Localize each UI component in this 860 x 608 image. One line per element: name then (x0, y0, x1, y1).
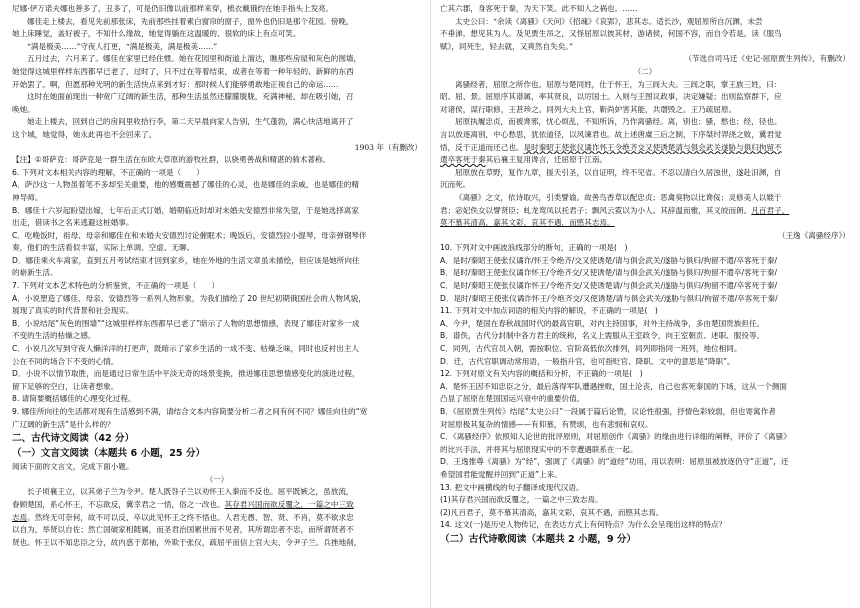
question-13: 13. 把文中画横线的句子翻译成现代汉语。 (440, 482, 584, 492)
option-text: 留下足够的空白，让读者想象。 (12, 381, 119, 391)
option-text: A．楚怀王因不知忠臣之分，最后落得军队遭遇挫败，国土沦丧，自己也客死秦国的下场，这从一个侧面 (440, 381, 787, 391)
underlined-sentence: 其存君兴国而欲反覆之，一篇之中三致 (224, 499, 354, 509)
classical-text: 亡其六郡，身客死于秦，为天下笑。此不知人之祸也。…… (440, 4, 638, 13)
question-11: 11. 下列对文中加点词语的相关内容的解说，不正确的一项是( ) (440, 306, 658, 316)
option-text: D．小说不以情节取胜，而是通过日常生活中平淡无奇的场景变换，推进娜佳思想情感变化的演进过程， (12, 369, 360, 379)
question-9: 广辽阔的新生活”是什么样的？ (12, 419, 115, 429)
classical-text-span: 。然终无可奈何，故不可以反，卒以此见怀王之终不悟也。人君无愚、智、贤、不肖，莫不欲求忠 (27, 512, 354, 522)
story-text: 五月过去，六月来了。娜佳在家里已经住惯。她在花园里和街道上溜达，瞧那些房屋和灰色的围墙， (27, 54, 362, 64)
translation-item: (1)其存君兴国而欲反覆之，一篇之中三致志焉。 (440, 495, 603, 505)
classical-text (440, 154, 850, 167)
underlined-sentence: 凡百君子， (751, 205, 790, 215)
option-text: C．是时/秦昭王使张仪谲诈怀王/令绝齐交/又使诱楚请/与俱会武关/遂胁与俱归/拘留不遣/卒客死于秦/ (440, 281, 778, 291)
classical-text: 贤也。怀王以不知忠臣之分，故内惑于郑袖，外欺于张仪，疏屈平而信上官大夫、令尹子兰。兵挫地削， (12, 537, 362, 547)
question-12: 12. 下列对原文有关内容的概括和分析，不正确的一项是( ) (440, 369, 643, 379)
section-heading: 二、古代诗文阅读（42 分） (12, 433, 135, 445)
option-text: 奏，他们的生活看似丰富，实际上单调、空虚、无聊。 (12, 243, 195, 253)
option-text: C．小说几次写到守夜人懒洋洋的打更声，既暗示了家乡生活的一成不变、枯燥乏味，同时也反衬出主人 (12, 344, 360, 354)
classical-text-span: 其后襄王复用谗言，迁屈原于江南。 (485, 155, 608, 165)
option-text: 不变的生活的枯燥之感。 (12, 331, 96, 341)
option-text: 公在不同的场合下不变的心情。 (12, 356, 119, 366)
column-divider (430, 0, 431, 608)
option-text: B．《屈原贾生列传》结尾“太史公曰”一段属于篇后论赞，议论性很强，抒情色彩较弱，但也寄寓作者 (440, 407, 776, 416)
classical-text: 赋》，同死生，轻去就，又爽然自失矣。” (440, 41, 573, 51)
translation-item: (2)凡百君子，莫不慕其清高，嘉其文彩，哀其不遇，而愍其志焉。 (440, 507, 664, 517)
option-text: 对屈原极其复杂的情感——有仰慕，有赞颂，也有悲悯和哀叹。 (440, 419, 653, 429)
wavy-underlined-sentence: 是时秦昭王使张仪谲诈怀王令绝齐交又使诱楚请与俱会武关遂胁与俱归拘留不 (523, 142, 782, 152)
option-text: 凸显了屈原在楚国国运兴衰中的重要价值。 (440, 394, 585, 404)
passage-label: （一） (205, 474, 229, 484)
classical-text-span: 君；宓妃佚女以譬贤臣；虬龙鸾凤以托君子；飘风云霓以为小人。其辞温而雅，其义皎而朗。 (440, 205, 752, 215)
option-text: B．小说结尾“灰色的围墙”“这城里样样东西都早已老了”暗示了人物的思想情感，表现了娜佳对家乡一成 (12, 318, 360, 328)
option-text: D．王逸推尊《离骚》为“经”，强调了《离骚》的“道经”功用，用以表明：屈原虽被放逐仍守“正道”，还 (440, 457, 789, 467)
story-text: 开始罢了。啊，但愿那种光明的新生活快点来到才好：那时候人们能够勇敢地正视自己的命运…… (12, 79, 339, 89)
source-note: （王逸《离骚经序》） (777, 230, 850, 240)
classical-text: 不垂涕，想见其为人。及见贾生吊之，又怪屈原以彼其材，游诸侯，何国不容，而自令若是。读《服鸟 (440, 29, 782, 39)
story-text: 她走上楼去，回到自己的房间里收拾行李，第二天早晨向家人告别，生气蓬勃，满心快活地离开了 (27, 117, 354, 127)
underlined-sentence: 莫不慕其清高，嘉其文彩，哀其不遇，而愍其志焉。 (440, 218, 615, 228)
story-text: 尼娜·伊万诺夫娜也善多了，丑多了，可是仍旧像以前那样来穿，梳衣戴俄约在她手指头上发亮。 (12, 4, 334, 13)
option-text: A．是时/秦昭王使张仪谲诈/怀王令绝齐/交又使诱楚/请与俱会武关/遂胁与俱归/拘留不遣/卒客死于秦/ (440, 255, 778, 265)
classical-text (440, 217, 850, 230)
classical-text (440, 205, 850, 218)
option-text: 希望国君能觉醒并回到“正道”上来。 (440, 469, 562, 479)
option-text: A．小说塑造了娜佳、母亲、安德烈等一系列人物形象，为我们描绘了 20 世纪初期俄国社会的人物风貌， (12, 293, 366, 303)
classical-text: 离骚经者，屈原之所作也。屈原与楚同姓，仕于怀王，为三闾大夫。三闾之职，掌王族三姓，曰： (455, 79, 782, 89)
question-7: 7. 下列对文本艺术特色的分析鉴赏，不正确的一项是（ ） (12, 281, 220, 291)
story-text: 她觉得这城里样样东西都早已老了，过时了，只不过在等着结束，或者在等着一种年轻的、新鲜的东西 (12, 66, 354, 76)
story-text: 娜佳走上楼去，看见先前那张床，先前那些挂着素白窗帘的窗子，窗外也仍旧是那个花园。傍晚， (27, 16, 354, 26)
classical-text: 长子顷襄王立，以其弟子兰为令尹。楚人既咎子兰以劝怀王入秦而不反也。屈平既嫉之，虽放流， (27, 487, 354, 497)
classical-text: 沉而死。 (440, 180, 471, 190)
right-column (440, 3, 850, 547)
story-text: 唤她。 (12, 104, 35, 114)
story-text: “满是极美……”守夜人打更，“满是极美，满是极美……” (27, 41, 218, 51)
classical-text: 对诸侯，谋行职修，王甚珍之。同列大夫上官、靳尚妒害其能，共谮毁之。王乃疏屈原。 (440, 104, 737, 114)
option-text: D．迁，古代官职调动常用语，一般指升官，也可指贬官、降职。文中的意思是“降职”。 (440, 356, 735, 366)
option-text: D．娜佳乘火车离家，直到五月考试结束才回到家乡，她在外地的生活文章虽未描绘，但应该是她所向往 (12, 255, 360, 265)
question-8: 8. 请简要概括娜佳的心理变化过程。 (12, 394, 136, 404)
question-6: 6. 下列对文本相关内容的理解，不正确的一项是（ ） (12, 167, 204, 177)
option-text: 展现了真实的时代背景和社会现实。 (12, 306, 134, 316)
story-text: 这时在她面前现出一种宽广辽阔的新生活，那种生活虽然还朦朦胧胧，充满神秘，却在吸引她，召 (27, 92, 354, 102)
underlined-sentence: 志焉 (12, 512, 28, 522)
story-text: 这个城，她觉得，她永此再也不会回来了。 (12, 129, 157, 139)
option-text: B．谱佚，古代分封制中各方君主的统称，名义上需服从王室政令，向王室朝贡、述职、服役等。 (440, 331, 765, 341)
classical-text: 昭、屈、景。屈原序其谱属，率其贤良，以厉国士。入则与王图议政事，决定嫌疑；出则监察群下，应 (440, 92, 782, 102)
option-text: C．《离骚经序》依照知人论世的批评原则，对屈原创作《离骚》的缘由进行详细的阐释，评价了《离骚》 (440, 432, 791, 442)
classical-text: 言以放逐离别，中心愁思，犹依道径，以风谏君也。故上述唐虞三后之制，下序桀纣羿浇之败，冀君觉 (440, 129, 782, 139)
option-text: B．娜佳十六岁起盼望出嫁，七年后正式订婚，婚期临近时却对未婚夫安德烈非常失望，于是她选择离家 (12, 205, 359, 215)
classical-text (12, 499, 422, 512)
option-text: A．今尹，楚国在春秋战国时代的最高官职，对内主持国事，对外主持战争，多由楚国贵族担任。 (440, 318, 765, 328)
subsection-heading: （二）古代诗歌阅读（本题共 2 小题，9 分） (440, 533, 637, 545)
question-9: 9. 娜佳所向往的生活都对现有生活感到不满，请结合文本内容简要分析二者之间有何不同？娜佳向往的“宽 (12, 407, 368, 416)
classical-text (12, 512, 422, 525)
classical-text: 以自为，举贤以自佐；然亡国破家相随属，而圣君治国累世而不见者，其所谓忠者不忠，而所谓贤者不 (12, 525, 354, 535)
option-text: B．是时/秦昭王使张仪谲诈怀王/令绝齐交/又使诱楚/请与俱会武关/遂胁与俱归/拘留不遣卒/客死于秦/ (440, 268, 778, 278)
question-14: 14. 这文(一)是历史人物传记，在表达方式上有何特点？为什么会呈现出这样的特点？ (440, 520, 727, 530)
story-text: 她上床睡觉，盖好被子，不知什么缘故，她觉得躺在这温暖的、很软的床上有点可笑。 (12, 29, 301, 39)
source-note: （节选自司马迁《史记·屈原贾生列传》，有删改） (684, 54, 850, 64)
classical-text-span: 悟，反于正道而还己也。 (440, 142, 524, 152)
footnote: 【注】①哥萨克：哥萨克是一群生活在东欧大草原的游牧社群，以骁勇善战和精湛的骑术著称。 (12, 155, 331, 165)
classical-text (440, 142, 850, 155)
classical-text: 《离骚》之文，依诗取兴，引类譬谕。故善鸟香草以配忠贞；恶禽臭物以比谗佞；灵修美人以媲于 (455, 192, 782, 202)
passage-label: （二） (633, 66, 657, 76)
option-text: 的崭新生活。 (12, 268, 58, 278)
instruction: 阅读下面的文言文，完成下面小题。 (12, 462, 134, 472)
option-text: A．萨沙这一人物虽着笔不多却至关重要，他的感慨震撼了娜佳的心灵，也是娜佳的亲戚，也是娜佳的精 (12, 180, 359, 190)
option-text: D．是时/秦昭王使张仪谲诈怀王/令绝齐交/又使诱楚/请与俱会武关/遂胁与俱归/拘留不遣/卒客死于秦/ (440, 293, 778, 303)
classical-text: 屈原执履忠贞，而被谗邪，忧心烦乱，不知所诉，乃作离骚经。离，别也；骚，愁也；经，径也。 (455, 117, 782, 127)
option-text: 出走，借读书之名来逃避这桩婚事。 (12, 218, 134, 228)
question-10: 10. 下列对文中画波浪线部分的断句，正确的一项是( ) (440, 243, 628, 253)
option-text: C．吃晚饭时，祖母、母亲和娜佳在和未婚夫安德烈讨论催眠术；晚饭后，安德烈拉小提琴，母亲弹钢琴伴 (12, 230, 367, 240)
classical-text: 屈原放在草野，复作九章，援天引圣，以自证明，终不见省。不忍以清白久居浊世，遂赴汨渊，自 (455, 167, 782, 177)
wavy-underlined-sentence: 遣卒客死于秦 (440, 155, 486, 165)
option-text: 的比兴手法，并将其与屈原现实中的不幸遭遇联系在一起。 (440, 444, 638, 454)
left-column (12, 3, 422, 549)
source-note: 1903 年（有删改） (354, 142, 422, 152)
option-text: C．同列，古代官员入朝，需按职位、官阶高低依次排列，同列即指同一班列，地位相同。 (440, 344, 742, 354)
subsection-heading: （一）文言文阅读（本题共 6 小题，25 分） (12, 448, 206, 460)
option-text: 神导师。 (12, 192, 43, 202)
classical-text-span: 眷顾楚国，系心怀王，不忘欲反，冀幸君之一悟，俗之一改也。 (12, 499, 225, 509)
classical-text: 太史公曰：“余读《离骚》《天问》《招魂》《哀郢》，悲其志。适长沙，观屈原所自沉渊，未尝 (455, 16, 763, 26)
